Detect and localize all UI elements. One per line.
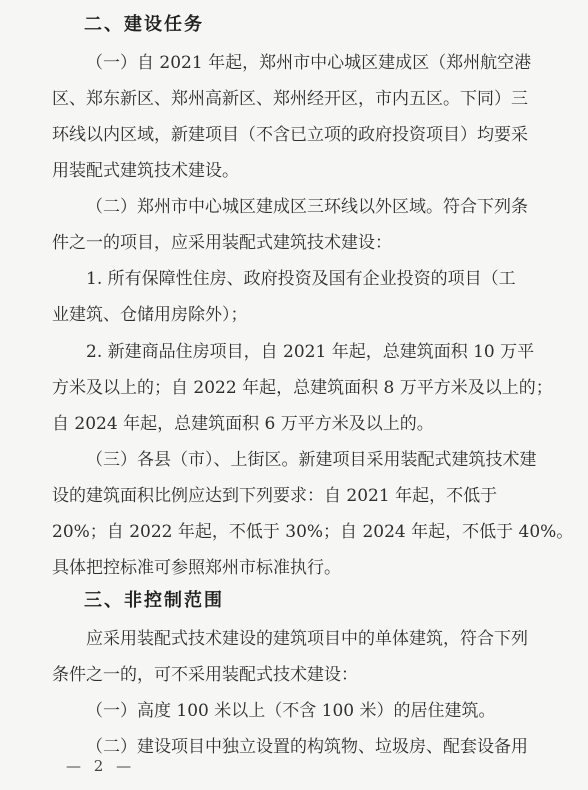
paragraph-line: 用装配式建筑技术建设。 bbox=[52, 161, 239, 181]
section-heading-non-control-scope: 三、非控制范围 bbox=[84, 590, 224, 611]
paragraph-line: 设的建筑面积比例应达到下列要求：自 2021 年起，不低于 bbox=[52, 486, 498, 506]
paragraph-line: 自 2024 年起，总建筑面积 6 万平方米及以上的。 bbox=[52, 414, 434, 434]
paragraph-line: 方米及以上的；自 2022 年起，总建筑面积 8 万平方米及以上的； bbox=[52, 378, 553, 398]
paragraph-line: 业建筑、仓储用房除外）； bbox=[52, 305, 248, 325]
paragraph-line: 区、郑东新区、郑州高新区、郑州经开区，市内五区。下同）三 bbox=[52, 89, 528, 109]
paragraph-line: （二）郑州市中心城区建成区三环线以外区域。符合下列条 bbox=[86, 197, 528, 217]
paragraph-line: 具体把控标准可参照郑州市标准执行。 bbox=[52, 558, 341, 578]
paragraph-line: （一）高度 100 米以上（不含 100 米）的居住建筑。 bbox=[86, 701, 496, 721]
paragraph-line: 2. 新建商品住房项目，自 2021 年起，总建筑面积 10 万平 bbox=[86, 342, 535, 362]
paragraph-line: 条件之一的，可不采用装配式技术建设： bbox=[52, 665, 358, 685]
paragraph-line: 环线以内区域，新建项目（不含已立项的政府投资项目）均要采 bbox=[52, 125, 528, 145]
paragraph-line: （一）自 2021 年起，郑州市中心城区建成区（郑州航空港 bbox=[86, 53, 532, 73]
paragraph-line: 1. 所有保障性住房、政府投资及国有企业投资的项目（工 bbox=[86, 269, 516, 289]
paragraph-line: 件之一的项目，应采用装配式建筑技术建设： bbox=[52, 233, 392, 253]
paragraph-line: （二）建设项目中独立设置的构筑物、垃圾房、配套设备用 bbox=[86, 737, 528, 757]
paragraph-line: 应采用装配式技术建设的建筑项目中的单体建筑，符合下列 bbox=[86, 629, 528, 649]
paragraph-line: 20%；自 2022 年起，不低于 30%；自 2024 年起，不低于 40%。 bbox=[52, 522, 574, 542]
page-number: — 2 — bbox=[66, 757, 136, 775]
section-heading-construction-tasks: 二、建设任务 bbox=[84, 14, 204, 35]
paragraph-line: （三）各县（市）、上街区。新建项目采用装配式建筑技术建 bbox=[86, 450, 537, 470]
